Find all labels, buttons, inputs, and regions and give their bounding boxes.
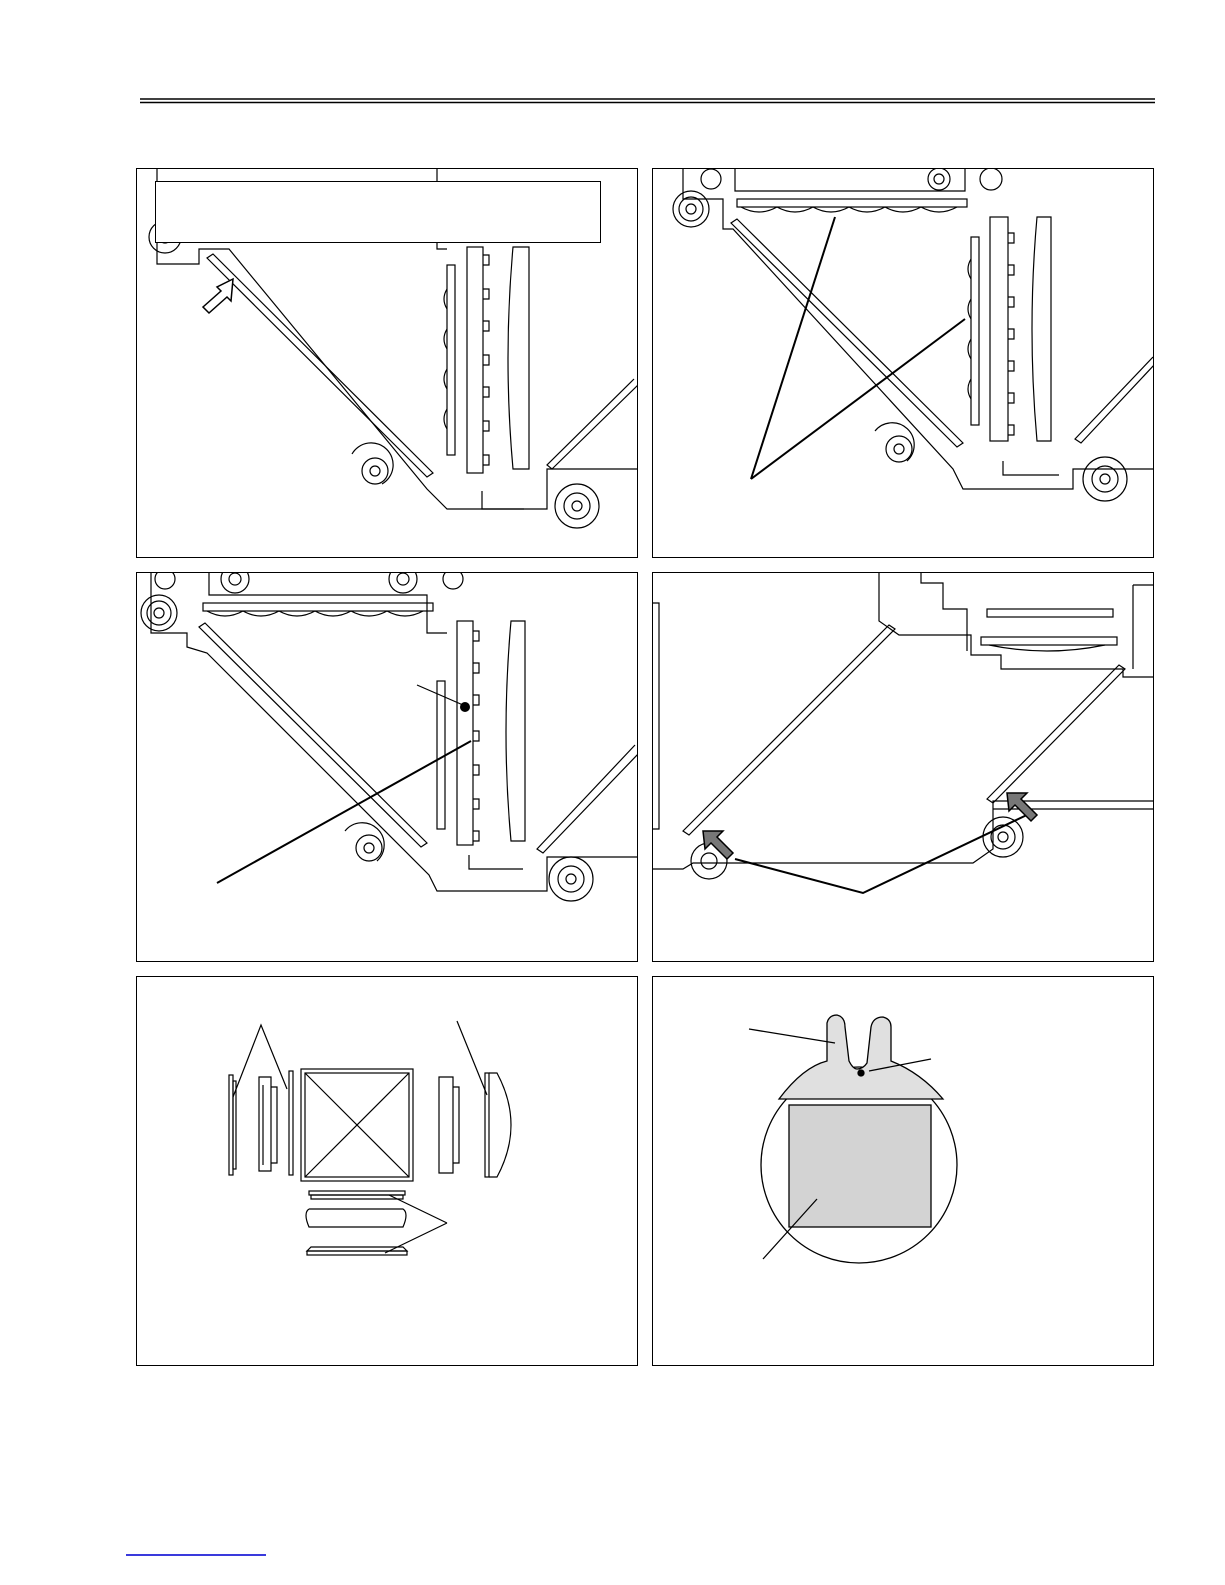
figure-panel-6 — [652, 976, 1154, 1366]
figure-panel-1 — [136, 168, 638, 558]
panel-6-drawing — [653, 977, 1154, 1366]
panel-3-drawing — [137, 573, 638, 962]
arrow-icon — [203, 279, 233, 313]
figure-panel-2 — [652, 168, 1154, 558]
header-rule — [140, 98, 1155, 104]
figure-panel-5 — [136, 976, 638, 1366]
marker-dot — [460, 702, 470, 712]
figure-panel-3 — [136, 572, 638, 962]
panel-5-drawing — [137, 977, 638, 1366]
figure-panel-4 — [652, 572, 1154, 962]
footer-link-underline[interactable] — [126, 1554, 266, 1556]
panel-4-drawing — [653, 573, 1154, 962]
caption-box — [155, 181, 601, 243]
panel-2-drawing — [653, 169, 1154, 558]
